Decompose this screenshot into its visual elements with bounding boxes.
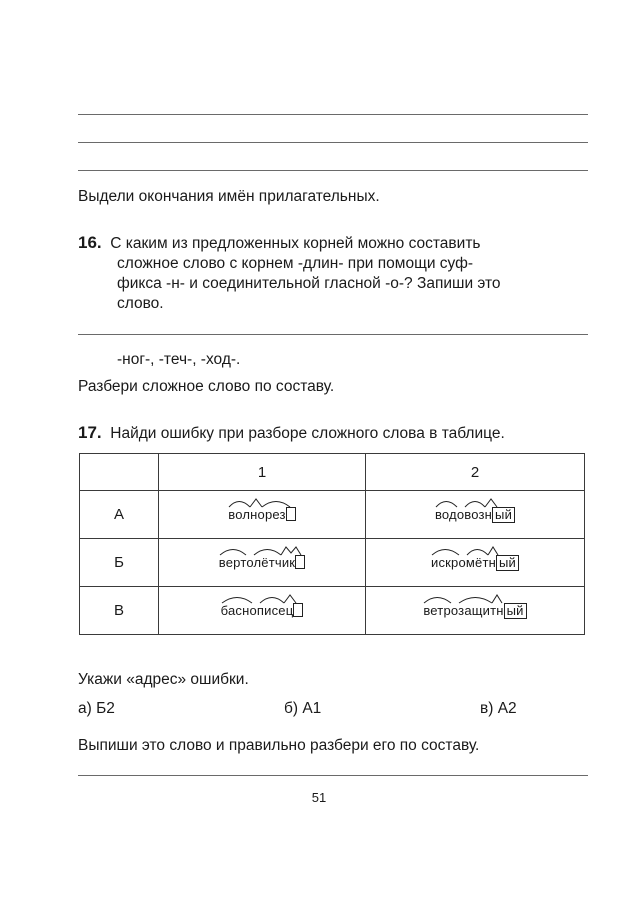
cell-a1 (159, 491, 366, 539)
zero-ending-a1 (286, 507, 296, 521)
cell-v2 (366, 587, 585, 635)
parsed-word-b1: вертолётчик (219, 555, 305, 570)
task-16-number: 16. (78, 233, 102, 252)
task-16-line-1: 16. С каким из предложенных корней можно составить (78, 233, 481, 252)
morpheme-marks-b1 (219, 544, 329, 556)
cell-v1 (159, 587, 366, 635)
task-16-line-4: слово. (117, 295, 164, 312)
parsed-word-b2: искромётн ый (431, 555, 519, 571)
row-label-b: Б (80, 539, 159, 587)
option-a[interactable]: а) Б2 (78, 700, 115, 717)
answer-line-1 (78, 114, 588, 115)
ending-v2: ый (504, 603, 527, 619)
instruction-endings: Выдели окончания имён прилагательных. (78, 188, 380, 205)
cell-b1 (159, 539, 366, 587)
task-16-line-2: сложное слово с корнем -длин- при помощи суф- (117, 255, 474, 272)
parsed-word-a2: водовозн ый (435, 507, 515, 523)
ending-b2: ый (496, 555, 519, 571)
cell-a2 (366, 491, 585, 539)
column-header-2: 2 (366, 454, 585, 491)
option-b[interactable]: б) А1 (284, 700, 322, 717)
address-prompt: Укажи «адрес» ошибки. (78, 671, 249, 688)
rewrite-instruction: Выпиши это слово и правильно разбери его по составу. (78, 737, 480, 754)
parsed-word-v1: баснописец (221, 603, 304, 618)
morpheme-marks-v2 (423, 592, 543, 604)
task-16-roots: -ног-, -теч-, -ход-. (117, 351, 241, 368)
task-17-number: 17. (78, 423, 102, 442)
answer-line-3 (78, 170, 588, 171)
page-number: 51 (311, 790, 327, 805)
morpheme-marks-v1 (221, 592, 321, 604)
parsed-word-a1: волнорез (228, 507, 295, 522)
column-header-1: 1 (159, 454, 366, 491)
morpheme-marks-b2 (431, 544, 541, 556)
zero-ending-b1 (295, 555, 305, 569)
word-analysis-table (79, 453, 585, 635)
answer-line-17 (78, 775, 588, 776)
task-16 (78, 233, 586, 314)
option-v[interactable]: в) А2 (480, 700, 517, 717)
answer-line-2 (78, 142, 588, 143)
answer-line-16 (78, 334, 588, 335)
cell-b2 (366, 539, 585, 587)
parsed-word-v2: ветрозащитн ый (423, 603, 526, 619)
row-label-a: А (80, 491, 159, 539)
task-16-line-3: фикса -н- и соединительной гласной -о-? Запиши это (117, 275, 501, 292)
zero-ending-v1 (293, 603, 303, 617)
morpheme-marks-a1 (228, 496, 318, 508)
row-label-v: В (80, 587, 159, 635)
ending-a2: ый (492, 507, 515, 523)
task-17-question: 17. Найди ошибку при разборе сложного слова в таблице. (78, 423, 505, 442)
task-16-parse-instruction: Разбери сложное слово по составу. (78, 378, 335, 395)
morpheme-marks-a2 (435, 496, 545, 508)
table-corner (80, 454, 159, 491)
